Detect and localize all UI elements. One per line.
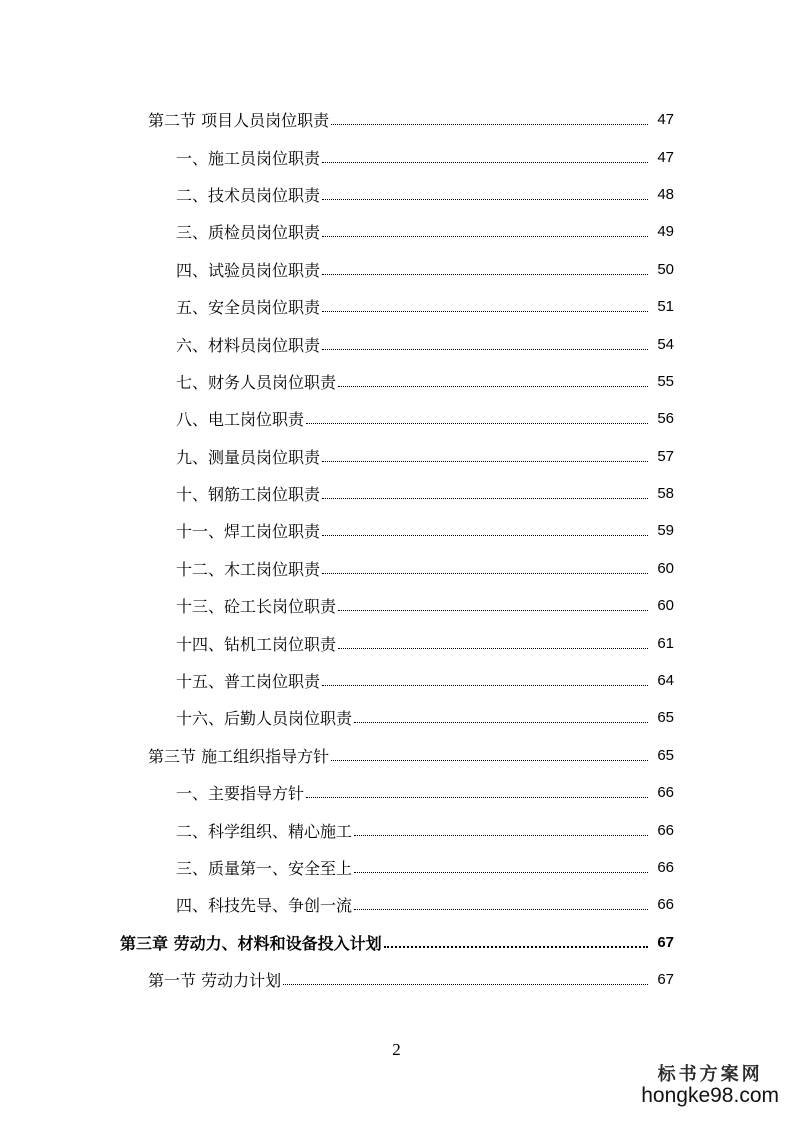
toc-entry-title: 三、质检员岗位职责 bbox=[176, 223, 321, 243]
dot-leader bbox=[354, 909, 648, 910]
dot-leader bbox=[338, 610, 648, 611]
toc-entry[interactable] bbox=[0, 138, 793, 175]
toc-entry[interactable] bbox=[0, 886, 793, 923]
watermark-title: 标书方案网 bbox=[657, 1064, 763, 1085]
toc-entry-page-number: 57 bbox=[657, 447, 674, 465]
toc-entry-title: 九、测量员岗位职责 bbox=[176, 447, 321, 467]
dot-leader bbox=[354, 872, 648, 873]
toc-entry[interactable] bbox=[0, 924, 793, 961]
toc-entry-page-number: 66 bbox=[657, 821, 674, 839]
dot-leader bbox=[306, 797, 648, 798]
toc-entry[interactable] bbox=[0, 288, 793, 325]
toc-entry-title: 十六、后勤人员岗位职责 bbox=[176, 709, 353, 729]
toc-entry-title: 第三节 施工组织指导方针 bbox=[148, 746, 330, 766]
toc-entry-title: 十三、砼工长岗位职责 bbox=[176, 597, 337, 617]
toc-entry[interactable] bbox=[0, 774, 793, 811]
toc-entry-title: 二、科学组织、精心施工 bbox=[176, 821, 353, 841]
toc-entry[interactable] bbox=[0, 512, 793, 549]
toc-entry[interactable] bbox=[0, 101, 793, 138]
toc-entry-page-number: 67 bbox=[657, 971, 674, 989]
toc-entry[interactable] bbox=[0, 550, 793, 587]
toc-entry[interactable] bbox=[0, 737, 793, 774]
toc-entry-page-number: 59 bbox=[657, 522, 674, 540]
toc-entry[interactable] bbox=[0, 438, 793, 475]
toc-entry-page-number: 60 bbox=[657, 597, 674, 615]
table-of-contents bbox=[0, 101, 793, 998]
toc-entry-page-number: 50 bbox=[657, 260, 674, 278]
toc-entry-title: 十五、普工岗位职责 bbox=[176, 672, 321, 692]
toc-entry-title: 四、科技先导、争创一流 bbox=[176, 896, 353, 916]
toc-entry-page-number: 66 bbox=[657, 896, 674, 914]
dot-leader bbox=[354, 722, 648, 723]
toc-entry-page-number: 61 bbox=[657, 634, 674, 652]
toc-entry-title: 二、技术员岗位职责 bbox=[176, 185, 321, 205]
dot-leader bbox=[322, 573, 648, 574]
dot-leader bbox=[331, 760, 648, 761]
toc-entry[interactable] bbox=[0, 699, 793, 736]
dot-leader bbox=[322, 236, 648, 237]
toc-entry-page-number: 47 bbox=[657, 148, 674, 166]
toc-entry-title: 第三章 劳动力、材料和设备投入计划 bbox=[120, 933, 382, 953]
dot-leader bbox=[354, 835, 648, 836]
toc-entry-page-number: 56 bbox=[657, 410, 674, 428]
toc-entry-page-number: 66 bbox=[657, 784, 674, 802]
toc-entry-page-number: 51 bbox=[657, 298, 674, 316]
dot-leader bbox=[331, 124, 648, 125]
dot-leader bbox=[322, 461, 648, 462]
toc-entry-title: 一、施工员岗位职责 bbox=[176, 148, 321, 168]
dot-leader bbox=[322, 685, 648, 686]
dot-leader bbox=[322, 274, 648, 275]
dot-leader bbox=[322, 498, 648, 499]
toc-entry-title: 一、主要指导方针 bbox=[176, 784, 305, 804]
toc-entry[interactable] bbox=[0, 213, 793, 250]
toc-entry[interactable] bbox=[0, 475, 793, 512]
toc-entry-page-number: 66 bbox=[657, 859, 674, 876]
toc-entry-title: 十、钢筋工岗位职责 bbox=[176, 485, 321, 505]
watermark bbox=[641, 1060, 779, 1108]
toc-entry-title: 十二、木工岗位职责 bbox=[176, 559, 321, 579]
toc-entry[interactable] bbox=[0, 624, 793, 661]
watermark-url: hongke98.com bbox=[641, 1084, 779, 1107]
dot-leader bbox=[338, 648, 648, 649]
toc-entry[interactable] bbox=[0, 400, 793, 437]
toc-entry-title: 七、财务人员岗位职责 bbox=[176, 372, 337, 392]
toc-entry-page-number: 54 bbox=[657, 335, 674, 353]
toc-entry[interactable] bbox=[0, 251, 793, 288]
dot-leader bbox=[322, 199, 648, 200]
toc-entry-page-number: 65 bbox=[657, 746, 674, 764]
dot-leader bbox=[338, 386, 648, 387]
toc-entry[interactable] bbox=[0, 849, 793, 886]
toc-entry[interactable] bbox=[0, 811, 793, 848]
toc-entry-page-number: 55 bbox=[657, 372, 674, 390]
dot-leader bbox=[283, 984, 648, 985]
toc-entry-title: 第一节 劳动力计划 bbox=[148, 971, 282, 991]
toc-entry-page-number: 49 bbox=[657, 223, 674, 241]
toc-entry[interactable] bbox=[0, 587, 793, 624]
toc-entry-page-number: 65 bbox=[657, 709, 674, 727]
dot-leader bbox=[322, 162, 648, 163]
toc-entry-title: 六、材料员岗位职责 bbox=[176, 335, 321, 355]
dot-leader bbox=[384, 946, 648, 948]
toc-entry-title: 三、质量第一、安全至上 bbox=[176, 859, 353, 878]
toc-entry-title: 十四、钻机工岗位职责 bbox=[176, 634, 337, 654]
toc-entry-title: 五、安全员岗位职责 bbox=[176, 298, 321, 318]
toc-entry-title: 八、电工岗位职责 bbox=[176, 410, 305, 430]
toc-entry[interactable] bbox=[0, 662, 793, 699]
toc-entry-title: 第二节 项目人员岗位职责 bbox=[148, 111, 330, 131]
dot-leader bbox=[322, 311, 648, 312]
toc-entry-page-number: 60 bbox=[657, 559, 674, 577]
toc-entry[interactable] bbox=[0, 961, 793, 998]
toc-entry-page-number: 67 bbox=[657, 933, 674, 951]
toc-entry-title: 十一、焊工岗位职责 bbox=[176, 522, 321, 542]
toc-entry[interactable] bbox=[0, 363, 793, 400]
toc-entry[interactable] bbox=[0, 176, 793, 213]
toc-entry-page-number: 47 bbox=[657, 111, 674, 129]
dot-leader bbox=[322, 349, 648, 350]
dot-leader bbox=[322, 535, 648, 536]
dot-leader bbox=[306, 423, 648, 424]
toc-entry-page-number: 58 bbox=[657, 485, 674, 503]
toc-entry-page-number: 64 bbox=[657, 672, 674, 690]
toc-entry-page-number: 48 bbox=[657, 185, 674, 203]
toc-entry[interactable] bbox=[0, 325, 793, 362]
page-number: 2 bbox=[392, 1040, 401, 1059]
toc-entry-title: 四、试验员岗位职责 bbox=[176, 260, 321, 280]
